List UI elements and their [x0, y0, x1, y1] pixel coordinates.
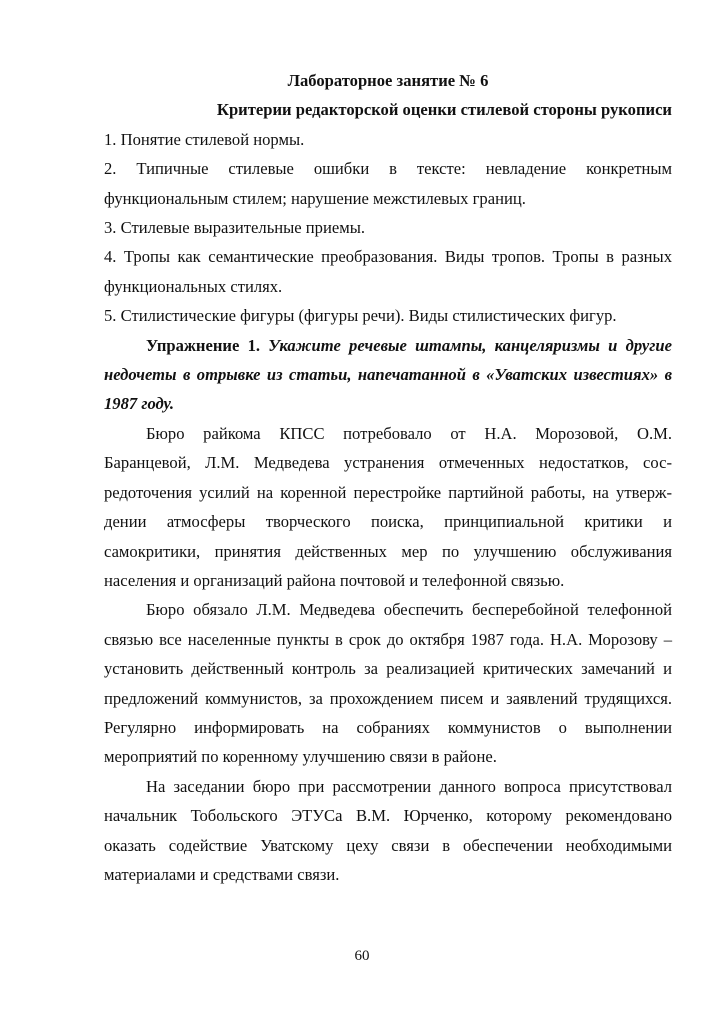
text-line: дении атмосферы творческого поиска, принципиальной критики и [104, 512, 672, 532]
topic-item-4-line-1: 4. Тропы как семантические преобразования. Виды тропов. Тропы в разных [104, 247, 672, 267]
topic-item-5: 5. Стилистические фигуры (фигуры речи). Виды стилистических фигур. [104, 306, 617, 326]
page-subtitle: Критерии редакторской оценки стилевой стороны рукописи [216, 100, 672, 120]
text-line: предложений коммунистов, за прохождением писем и заявлений трудящихся. [104, 688, 672, 708]
text-line: населения и организаций района почтовой и телефонной связью. [104, 570, 565, 590]
text-line: материалами и средствами связи. [104, 864, 340, 884]
text-line: установить действенный контроль за реализацией критических замечаний и [104, 659, 672, 679]
text-line: Бюро райкома КПСС потребовало от Н.А. Морозовой, О.М. [146, 423, 672, 443]
topic-item-2-line-2: функциональным стилем; нарушение межстилевых границ. [104, 188, 526, 208]
exercise-block [104, 331, 672, 419]
topic-item-2-line-1: 2. Типичные стилевые ошибки в тексте: невладение конкретным [104, 159, 672, 179]
text-line: Регулярно информировать на собраниях коммунистов о выполнении [104, 717, 672, 737]
text-line: самокритики, принятия действенных мер по улучшению обслуживания [104, 541, 672, 561]
text-line: На заседании бюро при рассмотрении данного вопроса присутствовал [146, 776, 672, 796]
exercise-label: Упражнение 1. [146, 335, 261, 355]
text-line: оказать содействие Уватскому цеху связи в обеспечении необходимыми [104, 835, 672, 855]
article-paragraph-1 [104, 419, 672, 595]
text-line: Баранцевой, Л.М. Медведева устранения отмеченных недостатков, сос- [104, 453, 672, 473]
exercise-task-line-1: Укажите речевые штампы, канцеляризмы и другие [268, 335, 672, 355]
page-number: 60 [354, 948, 370, 964]
text-line: начальник Тобольского ЭТУСа В.М. Юрченко, которому рекомендовано [104, 806, 672, 826]
text-line: связью все населенные пункты в срок до октября 1987 года. Н.А. Морозову – [104, 629, 672, 649]
article-paragraph-3 [104, 772, 672, 890]
page-title: Лабораторное занятие № 6 [287, 71, 489, 90]
page-content [104, 66, 672, 889]
topic-list [104, 125, 672, 331]
text-line: редоточения усилий на коренной перестройке партийной работы, на утверж- [104, 482, 672, 502]
topic-item-4-line-2: функциональных стилях. [104, 276, 283, 296]
text-line: мероприятий по коренному улучшению связи в районе. [104, 747, 497, 767]
topic-item-1: 1. Понятие стилевой нормы. [104, 129, 305, 149]
exercise-heading-line-1 [104, 331, 672, 360]
topic-item-3: 3. Стилевые выразительные приемы. [104, 218, 366, 238]
text-line: Бюро обязало Л.М. Медведева обеспечить бесперебойной телефонной [146, 600, 672, 620]
exercise-task-line-3: 1987 году. [104, 394, 175, 414]
article-paragraph-2 [104, 595, 672, 771]
exercise-task-line-2: недочеты в отрывке из статьи, напечатанной в «Уватских известиях» в [104, 365, 672, 385]
